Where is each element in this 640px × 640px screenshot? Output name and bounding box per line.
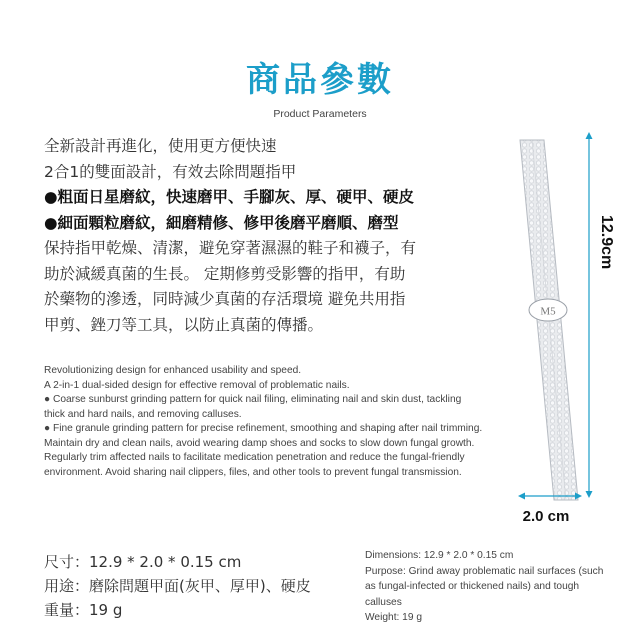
spec-size-zh: 尺寸：12.9 * 2.0 * 0.15 cm <box>44 553 242 571</box>
page-title: 商品參數 <box>246 60 394 100</box>
spec-dimensions-en: Dimensions: 12.9 * 2.0 * 0.15 cm <box>365 550 514 561</box>
page-subtitle: Product Parameters <box>273 108 367 120</box>
spec-purpose-en: Purpose: Grind away problematic nail surfaces (such as fungal-infected or thickened nails) and tough calluses <box>365 565 604 608</box>
specs-zh <box>44 550 364 622</box>
width-arrow-head-left <box>518 493 525 500</box>
description-en-line: Maintain dry and clean nails, avoid wearing damp shoes and socks to slow down fungal growth. Regularly trim affected nails to facilitate medication penetration and reduce the fungal-friendly environment. Avoid sharing nail clippers, files, and other tools to prevent fungal transmission. <box>44 437 475 478</box>
description-en-line: A 2-in-1 dual-sided design for effective removal of problematic nails. <box>44 379 350 391</box>
description-zh-line: 保持指甲乾燥、清潔，避免穿著濕濕的鞋子和襪子，有 <box>44 239 417 257</box>
logo-text: M5 <box>540 305 556 318</box>
description-zh-line: 於藥物的滲透，同時減少真菌的存活環境 避免共用指 <box>44 290 406 308</box>
spec-weight-zh: 重量：19 g <box>44 601 123 619</box>
description-zh-line: 甲剪、銼刀等工具，以防止真菌的傳播。 <box>44 315 324 334</box>
nail-file-illustration <box>500 130 600 510</box>
spec-use-zh: 用途：磨除問題甲面(灰甲、厚甲)、硬皮 <box>44 577 311 595</box>
feature-coarse-en: ● Coarse sunburst grinding pattern for quick nail filing, eliminating nail and skin dust, tackling thick and hard nails, and removing calluses. <box>44 394 462 420</box>
feature-fine-en: ● Fine granule grinding pattern for precise refinement, smoothing and shaping after nail trimming. <box>44 423 483 434</box>
feature-coarse-zh: ●粗面日星磨紋，快速磨甲、手腳灰、厚、硬甲、硬皮 <box>44 188 415 206</box>
width-label: 2.0 cm <box>522 508 570 525</box>
height-label: 12.9cm <box>598 215 615 270</box>
height-arrow-head-top <box>586 132 593 139</box>
feature-fine-zh: ●細面顆粒磨紋，細磨精修、修甲後磨平磨順、磨型 <box>44 213 399 232</box>
description-zh-line: 助於減緩真菌的生長。 定期修剪受影響的指甲，有助 <box>44 264 406 283</box>
specs-en <box>365 548 615 626</box>
description-zh <box>44 134 484 338</box>
description-en-line: Revolutionizing design for enhanced usability and speed. <box>44 365 302 376</box>
width-arrow-head-right <box>575 493 582 500</box>
description-zh-line: 2合1的雙面設計，有效去除問題指甲 <box>44 162 297 181</box>
height-arrow-head-bottom <box>586 491 593 498</box>
description-zh-line: 全新設計再進化，使用更方便快速 <box>44 137 277 155</box>
spec-weight-en: Weight: 19 g <box>365 612 423 623</box>
description-en <box>44 364 484 480</box>
